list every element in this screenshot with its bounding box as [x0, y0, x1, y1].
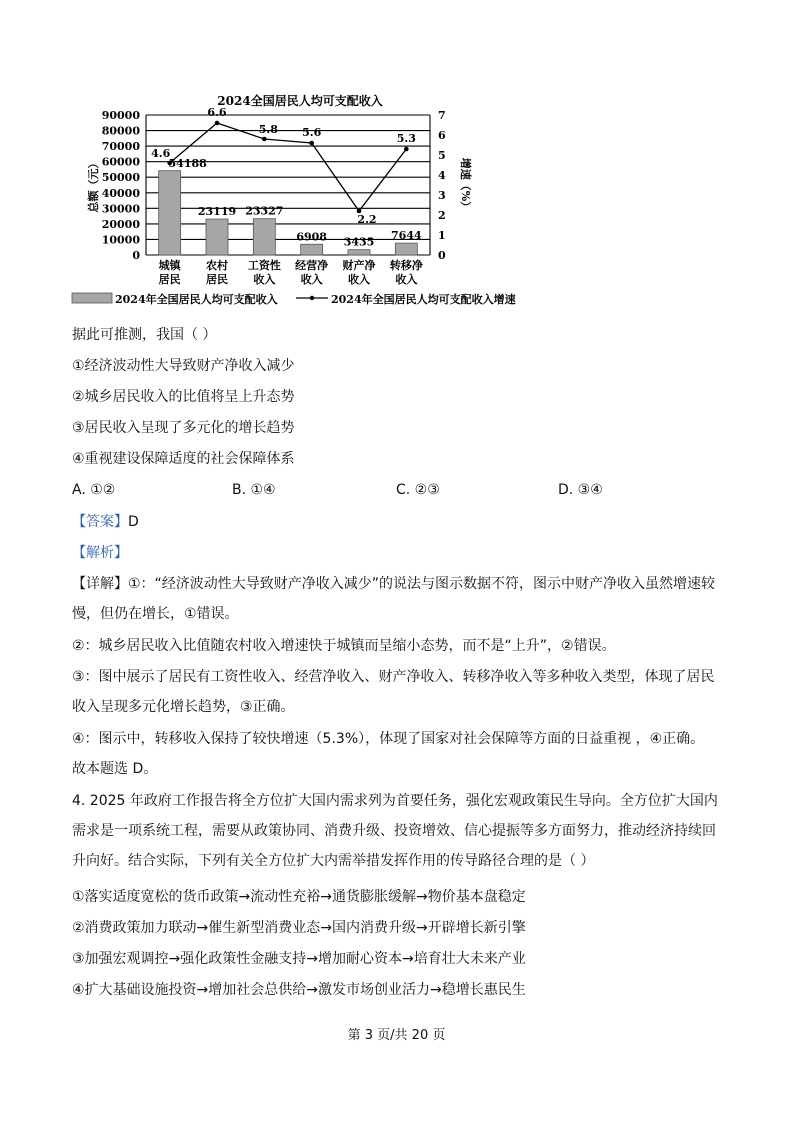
option-a: A. ①②: [72, 482, 116, 498]
x-tick-label-line2: 居民: [206, 273, 228, 286]
x-tick-label-line2: 收入: [300, 273, 323, 286]
answer-value: D: [128, 514, 139, 530]
bar-value-label: 23119: [197, 205, 237, 219]
legend-bar-swatch: [72, 293, 112, 303]
question4-item-4: ④扩大基础设施投资→增加社会总供给→激发市场创业活力→稳增长惠民生: [72, 982, 526, 998]
bar: [395, 243, 417, 255]
growth-point: [215, 121, 220, 126]
y2-axis-title: 增速（%）: [459, 157, 472, 213]
detail-paragraph-1: [72, 569, 724, 629]
analysis-label: 【解析】: [72, 545, 128, 561]
y2-tick-label: 1: [438, 229, 446, 242]
option-d: D. ③④: [558, 482, 603, 498]
growth-point: [262, 137, 267, 142]
detail-paragraph-2: ②：城乡居民收入比值随农村收入增速快于城镇而呈缩小态势，而不是“上升”，②错误。: [72, 638, 616, 654]
y-tick-label: 10000: [101, 233, 140, 247]
x-tick-label-line2: 收入: [253, 273, 276, 286]
growth-value-label: 6.6: [207, 106, 227, 119]
y2-tick-label: 3: [438, 189, 446, 202]
chart-labels: [151, 106, 424, 286]
growth-value-label: 2.2: [357, 213, 377, 226]
y-tick-label: 0: [132, 249, 140, 262]
y2-tick-label: 2: [438, 209, 446, 222]
question4-intro: 4. 2025 年政府工作报告将全方位扩大国内需求列为首要任务，强化宏观政策民生导向。全方位扩大国内需求是一项系统工程，需要从政策协同、消费升级、投资增效、信心提振等多方面努力，推动经济持续回升向好。结合实际，下列有关全方位扩大内需举措发挥作用的传导路径合理的是（ ）: [72, 793, 718, 869]
y-tick-label: 70000: [101, 140, 140, 154]
detail-paragraph-3: ③：图中展示了居民有工资性收入、经营净收入、财产净收入、转移净收入等多种收入类型，体现了居民收入呈现多元化增长趋势，③正确。: [72, 669, 715, 715]
bar: [206, 219, 228, 255]
y-tick-label: 90000: [101, 109, 140, 122]
x-tick-label-line1: 城镇: [158, 259, 181, 272]
x-tick-label-line2: 收入: [395, 273, 418, 286]
growth-value-label: 5.8: [258, 123, 278, 136]
option-c: C. ②③: [396, 482, 440, 498]
growth-value-label: 4.6: [151, 147, 171, 160]
chart-gridlines: [146, 115, 430, 255]
bar-value-label: 7644: [391, 229, 422, 243]
detail-paragraph-4: ④：图示中，转移收入保持了较快增速（5.3%），体现了国家对社会保障等方面的日益重视 ，④正确。: [72, 731, 705, 747]
question-item-4: ④重视建设保障适度的社会保障体系: [72, 451, 295, 467]
chart-title: 2024全国居民人均可支配收入: [217, 94, 383, 108]
question-stem: 据此可推测，我国（ ）: [72, 327, 217, 343]
chart-legend: [72, 292, 516, 306]
x-tick-label-line2: 居民: [158, 273, 181, 286]
growth-value-label: 5.6: [302, 126, 322, 139]
growth-point: [309, 141, 314, 146]
x-tick-label-line1: 农村: [206, 259, 228, 272]
question4-item-3: ③加强宏观调控→强化政策性金融支持→增加耐心资本→培育壮大未来产业: [72, 951, 526, 967]
bar: [159, 171, 181, 255]
bar: [301, 244, 323, 255]
bar-value-label: 54188: [168, 157, 207, 170]
y-tick-label: 20000: [101, 217, 140, 231]
question-item-1: ①经济波动性大导致财产净收入减少: [72, 358, 295, 374]
y-tick-label: 50000: [101, 171, 140, 185]
income-chart: [70, 88, 552, 316]
bar: [253, 219, 275, 255]
option-b: B. ①④: [232, 482, 276, 498]
bar-value-label: 6908: [296, 230, 327, 244]
detail-conclusion: 故本题选 D。: [72, 761, 158, 777]
y-tick-label: 80000: [101, 124, 140, 138]
y2-tick-label: 7: [438, 109, 446, 122]
y2-tick-label: 0: [438, 249, 446, 262]
x-tick-label-line1: 财产净: [342, 259, 376, 272]
legend-line-marker: [310, 296, 314, 300]
y2-tick-label: 4: [438, 169, 446, 182]
page-footer: 第 3 页/共 20 页: [347, 1028, 446, 1043]
growth-value-label: 5.3: [396, 132, 416, 145]
legend-line-label: 2024年全国居民人均可支配收入增速: [331, 293, 516, 306]
question-item-2: ②城乡居民收入的比值将呈上升态势: [72, 389, 295, 405]
answer-line: [72, 512, 139, 532]
growth-point: [404, 147, 409, 152]
bar-value-label: 3435: [343, 235, 375, 249]
question4-item-1: ①落实适度宽松的货币政策→流动性充裕→通货膨胀缓解→物价基本盘稳定: [72, 889, 526, 905]
bar-value-label: 23327: [245, 204, 284, 218]
y-tick-label: 30000: [101, 202, 140, 216]
x-tick-label-line1: 工资性: [247, 259, 281, 272]
x-tick-label-line2: 收入: [348, 273, 370, 286]
bar: [348, 250, 370, 255]
y-tick-label: 40000: [101, 186, 140, 200]
x-tick-label-line1: 经营净: [295, 259, 329, 272]
answer-label: 【答案】: [72, 514, 128, 530]
y2-tick-label: 6: [438, 129, 446, 142]
question4-item-2: ②消费政策加力联动→催生新型消费业态→国内消费升级→开辟增长新引擎: [72, 920, 526, 936]
income-chart-svg: [70, 88, 552, 316]
question-item-3: ③居民收入呈现了多元化的增长趋势: [72, 420, 295, 436]
y-axis-title: 总额（元）: [87, 157, 100, 213]
y-tick-label: 60000: [101, 155, 140, 169]
x-tick-label-line1: 转移净: [389, 259, 423, 272]
legend-bar-label: 2024年全国居民人均可支配收入: [115, 293, 278, 306]
detail-text-1: ①：“经济波动性大导致财产净收入减少”的说法与图示数据不符，图示中财产净收入虽然增速较慢，但仍在增长，①错误。: [72, 576, 716, 622]
y2-tick-label: 5: [438, 149, 446, 162]
detail-label: 【详解】: [72, 576, 128, 592]
